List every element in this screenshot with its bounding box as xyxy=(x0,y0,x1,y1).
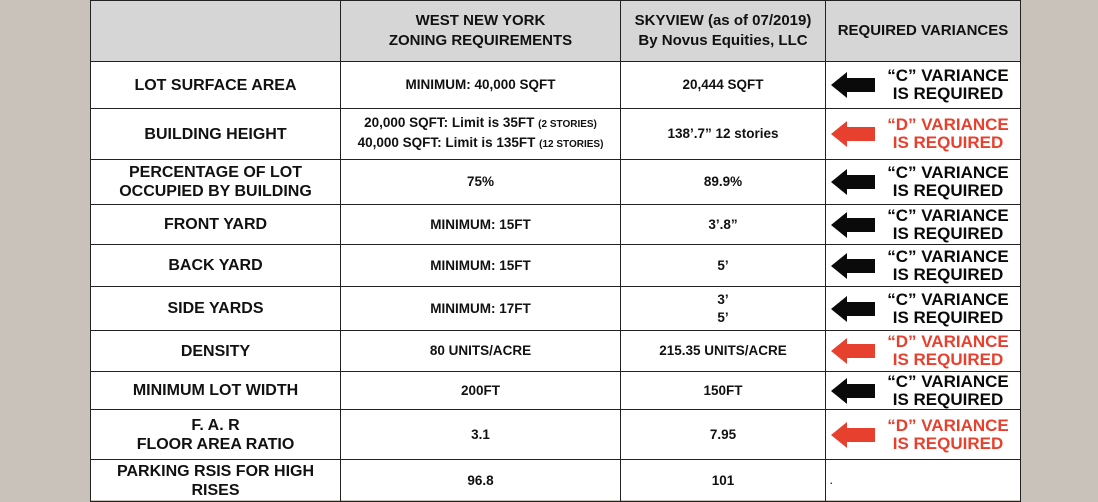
d-variance-text xyxy=(878,417,1018,453)
requirement-line xyxy=(341,382,620,400)
variance-cell xyxy=(826,331,1021,372)
skyview-line: 3’ xyxy=(717,291,729,307)
variance-line: “D” VARIANCE xyxy=(887,115,1009,134)
row-label xyxy=(91,460,341,502)
header-skyview xyxy=(621,1,826,62)
row-label-line: FRONT YARD xyxy=(163,216,268,233)
header-line: SKYVIEW (as of 07/2019) xyxy=(634,12,812,29)
row-label xyxy=(91,109,341,160)
left-arrow-icon xyxy=(831,121,875,147)
requirement-text: 3.1 xyxy=(471,426,490,442)
table-row xyxy=(91,109,1021,160)
table-row xyxy=(91,205,1021,245)
row-label-line: LOT SURFACE AREA xyxy=(134,76,297,94)
row-label-line: F. A. R xyxy=(191,416,240,434)
skyview-line: 215.35 UNITS/ACRE xyxy=(659,343,787,358)
table-row xyxy=(91,62,1021,109)
table-row xyxy=(91,287,1021,331)
variance-line: “C” VARIANCE xyxy=(887,66,1009,85)
header-zoning-requirements xyxy=(341,1,621,62)
variance-line: IS REQUIRED xyxy=(892,389,1004,409)
skyview-line: 7.95 xyxy=(709,426,737,442)
requirement-text: 20,000 SQFT: Limit is 35FT xyxy=(364,115,535,130)
header-item xyxy=(91,1,341,62)
table-row xyxy=(91,410,1021,460)
table-row xyxy=(91,160,1021,205)
variance-line: “D” VARIANCE xyxy=(887,332,1009,351)
skyview-line: 101 xyxy=(711,472,735,488)
variance-line: IS REQUIRED xyxy=(892,84,1004,103)
requirement-text: 75% xyxy=(466,174,495,189)
arrow-shape xyxy=(831,378,875,404)
variance-cell xyxy=(826,460,1021,502)
requirement-line xyxy=(341,134,620,154)
left-arrow-icon xyxy=(831,338,875,364)
arrow-shape xyxy=(831,253,875,279)
zoning-requirement xyxy=(341,245,621,287)
requirement-text: 80 UNITS/ACRE xyxy=(429,343,532,358)
zoning-requirement xyxy=(341,109,621,160)
requirement-text: 40,000 SQFT: Limit is 135FT xyxy=(357,135,536,150)
table-row xyxy=(91,331,1021,372)
left-arrow-icon xyxy=(831,378,875,404)
row-label xyxy=(91,287,341,331)
skyview-line: 5’ xyxy=(717,257,729,273)
row-label-line: DENSITY xyxy=(180,342,251,360)
variance-line: IS REQUIRED xyxy=(892,133,1004,152)
header-line: WEST NEW YORK xyxy=(415,12,546,29)
d-variance-text xyxy=(878,333,1018,369)
requirement-text: MINIMUM: 15FT xyxy=(430,257,531,273)
variance-line: IS REQUIRED xyxy=(892,264,1004,284)
left-arrow-icon xyxy=(831,422,875,448)
row-label-line: SIDE YARDS xyxy=(167,300,264,317)
variance-line: IS REQUIRED xyxy=(892,433,1004,453)
requirement-line xyxy=(341,472,620,490)
zoning-requirement xyxy=(341,372,621,410)
skyview-value xyxy=(621,245,826,287)
row-label-line: OCCUPIED BY BUILDING xyxy=(119,183,312,200)
row-label xyxy=(91,331,341,372)
left-arrow-icon xyxy=(831,296,875,322)
zoning-requirement xyxy=(341,460,621,502)
requirement-text: MINIMUM: 15FT xyxy=(430,216,531,232)
requirement-line xyxy=(341,257,620,275)
left-arrow-icon xyxy=(831,338,875,364)
requirement-line xyxy=(341,216,620,234)
variance-line: “C” VARIANCE xyxy=(887,163,1009,182)
left-arrow-icon xyxy=(831,72,875,98)
zoning-requirement xyxy=(341,410,621,460)
row-label-line: BUILDING HEIGHT xyxy=(144,125,287,143)
requirement-text: 200FT xyxy=(460,382,501,398)
variance-cell xyxy=(826,62,1021,109)
zoning-requirement xyxy=(341,287,621,331)
requirement-line xyxy=(341,426,620,444)
c-variance-text xyxy=(878,291,1018,327)
c-variance-text xyxy=(878,164,1018,200)
row-label xyxy=(91,410,341,460)
variance-cell xyxy=(826,109,1021,160)
variance-cell xyxy=(826,245,1021,287)
row-label-line: BACK YARD xyxy=(168,257,263,274)
header-line: ZONING REQUIREMENTS xyxy=(388,32,573,49)
variance-line: “C” VARIANCE xyxy=(887,205,1009,225)
variance-line: “D” VARIANCE xyxy=(887,415,1009,435)
header-row xyxy=(91,1,1021,62)
variance-line: “C” VARIANCE xyxy=(887,289,1009,309)
header-required-variances: REQUIRED VARIANCES xyxy=(826,1,1021,62)
arrow-shape xyxy=(831,169,875,195)
requirement-line xyxy=(341,342,620,360)
variance-line: IS REQUIRED xyxy=(892,307,1004,327)
requirement-text: MINIMUM: 17FT xyxy=(430,300,531,316)
left-arrow-icon xyxy=(831,169,875,195)
c-variance-text xyxy=(878,207,1018,243)
row-label xyxy=(91,205,341,245)
skyview-value xyxy=(621,62,826,109)
requirement-line xyxy=(341,76,620,94)
zoning-requirement xyxy=(341,62,621,109)
skyview-value xyxy=(621,460,826,502)
table-row xyxy=(91,460,1021,502)
row-label xyxy=(91,372,341,410)
zoning-table xyxy=(90,0,1021,502)
requirement-line xyxy=(341,114,620,134)
skyview-line: 150FT xyxy=(703,382,743,398)
variance-line: IS REQUIRED xyxy=(892,223,1004,243)
skyview-value xyxy=(621,205,826,245)
c-variance-text xyxy=(878,67,1018,103)
variance-line: IS REQUIRED xyxy=(892,350,1004,369)
left-arrow-icon xyxy=(831,169,875,195)
left-arrow-icon xyxy=(831,72,875,98)
skyview-value xyxy=(621,160,826,205)
arrow-shape xyxy=(831,296,875,322)
requirement-text: 96.8 xyxy=(467,472,494,488)
variance-cell xyxy=(826,160,1021,205)
left-arrow-icon xyxy=(831,212,875,238)
left-arrow-icon xyxy=(831,212,875,238)
arrow-shape xyxy=(831,212,875,238)
table-row xyxy=(91,372,1021,410)
left-arrow-icon xyxy=(831,422,875,448)
zoning-requirement xyxy=(341,331,621,372)
row-label-line: MINIMUM LOT WIDTH xyxy=(132,382,299,399)
skyview-line: 138’.7” 12 stories xyxy=(667,126,779,141)
variance-marker: . xyxy=(830,475,833,486)
zoning-comparison-sheet xyxy=(90,0,1020,500)
header-line: By Novus Equities, LLC xyxy=(638,32,808,49)
arrow-shape xyxy=(831,422,875,448)
skyview-line: 20,444 SQFT xyxy=(682,77,764,92)
arrow-shape xyxy=(831,121,875,147)
variance-line: “C” VARIANCE xyxy=(887,371,1009,391)
left-arrow-icon xyxy=(831,253,875,279)
requirement-note: (12 STORIES) xyxy=(539,139,604,150)
requirement-note: (2 STORIES) xyxy=(538,119,597,130)
variance-cell xyxy=(826,372,1021,410)
skyview-value xyxy=(621,372,826,410)
row-label xyxy=(91,160,341,205)
skyview-value xyxy=(621,331,826,372)
requirement-line xyxy=(341,300,620,318)
c-variance-text xyxy=(878,248,1018,284)
arrow-shape xyxy=(831,338,875,364)
d-variance-text xyxy=(878,116,1018,152)
zoning-requirement xyxy=(341,205,621,245)
skyview-value xyxy=(621,287,826,331)
variance-cell xyxy=(826,205,1021,245)
zoning-requirement xyxy=(341,160,621,205)
row-label-line: PERCENTAGE OF LOT xyxy=(128,164,303,181)
skyview-value xyxy=(621,109,826,160)
variance-line: IS REQUIRED xyxy=(892,181,1004,200)
variance-cell xyxy=(826,410,1021,460)
skyview-line: 3’.8” xyxy=(708,216,738,232)
skyview-line: 5’ xyxy=(717,309,729,325)
requirement-line xyxy=(341,173,620,191)
row-label-line: FLOOR AREA RATIO xyxy=(136,435,295,453)
skyview-value xyxy=(621,410,826,460)
row-label-line: PARKING RSIS FOR HIGH RISES xyxy=(116,462,315,499)
requirement-text: MINIMUM: 40,000 SQFT xyxy=(405,77,556,92)
left-arrow-icon xyxy=(831,121,875,147)
row-label xyxy=(91,245,341,287)
left-arrow-icon xyxy=(831,296,875,322)
table-row xyxy=(91,245,1021,287)
variance-line: “C” VARIANCE xyxy=(887,246,1009,266)
left-arrow-icon xyxy=(831,253,875,279)
variance-cell xyxy=(826,287,1021,331)
row-label xyxy=(91,62,341,109)
left-arrow-icon xyxy=(831,378,875,404)
c-variance-text xyxy=(878,373,1018,409)
arrow-shape xyxy=(831,72,875,98)
skyview-line: 89.9% xyxy=(703,174,743,189)
